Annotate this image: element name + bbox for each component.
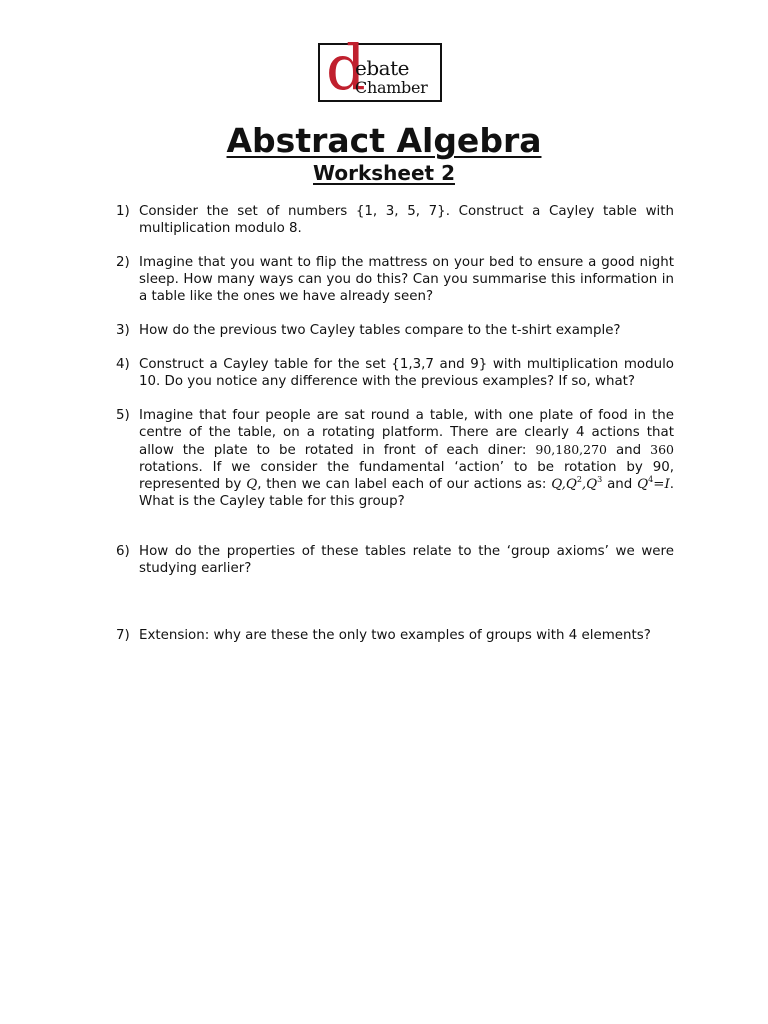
question-number: 6) xyxy=(116,544,130,559)
question-5 xyxy=(116,407,674,510)
q5-identity xyxy=(637,477,670,492)
question-text: Consider the set of numbers {1, 3, 5, 7}. Construct a Cayley table with multiplication modulo 8. xyxy=(139,204,674,236)
question-text: Construct a Cayley table for the set {1,3,7 and 9} with multiplication modulo 10. Do you notice any difference with the previous examples? If so, what? xyxy=(139,357,674,389)
question-number: 1) xyxy=(116,204,130,219)
question-1 xyxy=(116,203,674,237)
question-4 xyxy=(116,356,674,390)
page-subtitle: Worksheet 2 xyxy=(313,161,455,185)
q5-labels-base: Q,Q xyxy=(551,477,577,492)
question-number: 3) xyxy=(116,323,130,338)
q5-exponent-4: 4 xyxy=(648,475,654,484)
page-title: Abstract Algebra xyxy=(226,121,542,160)
q5-and-2: and xyxy=(602,477,638,492)
q5-and: and xyxy=(606,443,651,458)
question-text: Extension: why are these the only two examples of groups with 4 elements? xyxy=(139,628,651,643)
q5-q-symbol: Q xyxy=(246,477,258,492)
logo-letter-d: d xyxy=(326,31,366,104)
question-3 xyxy=(116,322,674,339)
question-2 xyxy=(116,254,674,305)
question-text: Imagine that you want to flip the mattress on your bed to ensure a good night sleep. How many ways can you do this? Can you summarise this information in a table like the ones we have already seen? xyxy=(139,255,674,304)
q5-exponent-3: 3 xyxy=(597,475,603,484)
question-text: How do the previous two Cayley tables compare to the t-shirt example? xyxy=(139,323,621,338)
q5-labels-mid: ,Q xyxy=(581,477,598,492)
question-number: 5) xyxy=(116,408,130,423)
q5-text-part1: Imagine that four people are sat round a table, with one plate of food in the centre of the table, on a rotating platform. There are clearly 4 actions that allow the plate to be rotated in front of each diner: xyxy=(139,408,674,458)
question-7 xyxy=(116,627,674,644)
q5-labels xyxy=(551,477,602,492)
debate-chamber-logo xyxy=(318,31,442,104)
q5-text-part3: , then we can label each of our actions as: xyxy=(257,477,552,492)
q5-angle-360: 360 xyxy=(650,442,674,457)
q5-q4-base: Q xyxy=(637,477,649,492)
question-number: 4) xyxy=(116,357,130,372)
q5-angles: 90,180,270 xyxy=(535,442,607,457)
question-number: 2) xyxy=(116,255,130,270)
question-text xyxy=(139,407,674,510)
q5-equals-i: =I xyxy=(653,477,670,492)
q5-text-part4: . What is the Cayley table for this group? xyxy=(139,477,674,509)
question-6 xyxy=(116,543,674,577)
q5-text-part2: rotations. If we consider the fundamental ‘action’ to be rotation by 90, represented by xyxy=(139,460,674,492)
question-text: How do the properties of these tables relate to the ‘group axioms’ we were studying earlier? xyxy=(139,544,674,576)
logo-text-ebate: ebate xyxy=(355,56,409,80)
question-list xyxy=(116,203,674,644)
logo-text-chamber: Chamber xyxy=(355,78,428,97)
question-number: 7) xyxy=(116,628,130,643)
q5-exponent-2: 2 xyxy=(576,475,582,484)
